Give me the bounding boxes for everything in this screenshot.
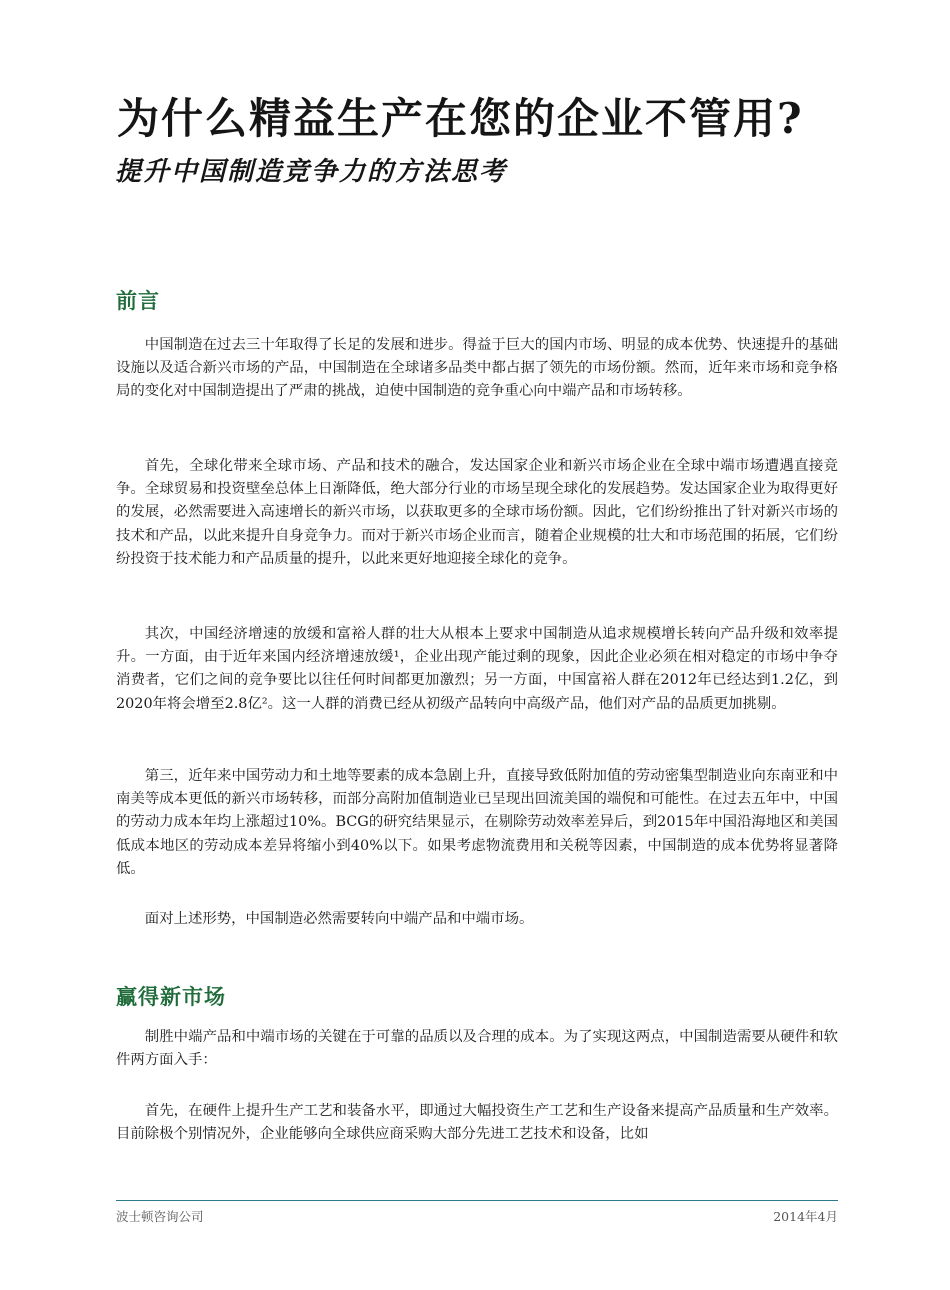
footer-date: 2014年4月 bbox=[773, 1209, 838, 1224]
paragraph: 面对上述形势，中国制造必然需要转向中端产品和中端市场。 bbox=[144, 911, 534, 927]
paragraph: 首先，在硬件上提升生产工艺和装备水平，即通过大幅投资生产工艺和生产设备来提高产品质量和生产效率。目前除极个别情况外，企业能够向全球供应商采购大部分先进工艺技术和设备，比如 bbox=[116, 1103, 838, 1143]
paragraph: 第三，近年来中国劳动力和土地等要素的成本急剧上升，直接导致低附加值的劳动密集型制造业向东南亚和中南美等成本更低的新兴市场转移，而部分高附加值制造业已呈现出回流美国的端倪和可能性。在过去五年中，中国的劳动力成本年均上涨超过10%。BCG的研究结果显示，在剔除劳动效率差异后，到2015年中国沿海地区和美国低成本地区的劳动成本差异将缩小到40%以下。如果考虑物流费用和关税等因素，中国制造的成本优势将显著降低。 bbox=[116, 768, 838, 877]
section-heading-preface: 前言 bbox=[116, 288, 160, 313]
paragraph: 其次，中国经济增速的放缓和富裕人群的壮大从根本上要求中国制造从追求规模增长转向产品升级和效率提升。一方面，由于近年来国内经济增速放缓¹，企业出现产能过剩的现象，因此企业必须在相对稳定的市场中争夺消费者，它们之间的竞争要比以往任何时间都更加激烈；另一方面，中国富裕人群在2012年已经达到1.2亿，到2020年将会增至2.8亿²。这一人群的消费已经从初级产品转向中高级产品，他们对产品的品质更加挑剔。 bbox=[116, 626, 838, 712]
paragraph: 首先，全球化带来全球市场、产品和技术的融合，发达国家企业和新兴市场企业在全球中端市场遭遇直接竞争。全球贸易和投资壁垒总体上日渐降低，绝大部分行业的市场呈现全球化的发展趋势。发达国家企业为取得更好的发展，必然需要进入高速增长的新兴市场，以获取更多的全球市场份额。因此，它们纷纷推出了针对新兴市场的技术和产品，以此来提升自身竞争力。而对于新兴市场企业而言，随着企业规模的壮大和市场范围的拓展，它们纷纷投资于技术能力和产品质量的提升，以此来更好地迎接全球化的竞争。 bbox=[116, 458, 838, 567]
section-heading-win-new-markets: 赢得新市场 bbox=[116, 984, 226, 1009]
paragraph: 制胜中端产品和中端市场的关键在于可靠的品质以及合理的成本。为了实现这两点，中国制造需要从硬件和软件两方面入手： bbox=[116, 1029, 838, 1069]
paragraph: 中国制造在过去三十年取得了长足的发展和进步。得益于巨大的国内市场、明显的成本优势、快速提升的基础设施以及适合新兴市场的产品，中国制造在全球诸多品类中都占据了领先的市场份额。然而，近年来市场和竞争格局的变化对中国制造提出了严肃的挑战，迫使中国制造的竞争重心向中端产品和市场转移。 bbox=[116, 337, 838, 400]
page-title: 为什么精益生产在您的企业不管用? bbox=[117, 94, 804, 143]
footer-publisher: 波士顿咨询公司 bbox=[116, 1209, 204, 1224]
footer-divider bbox=[116, 1200, 838, 1201]
page-subtitle: 提升中国制造竞争力的方法思考 bbox=[115, 157, 508, 187]
